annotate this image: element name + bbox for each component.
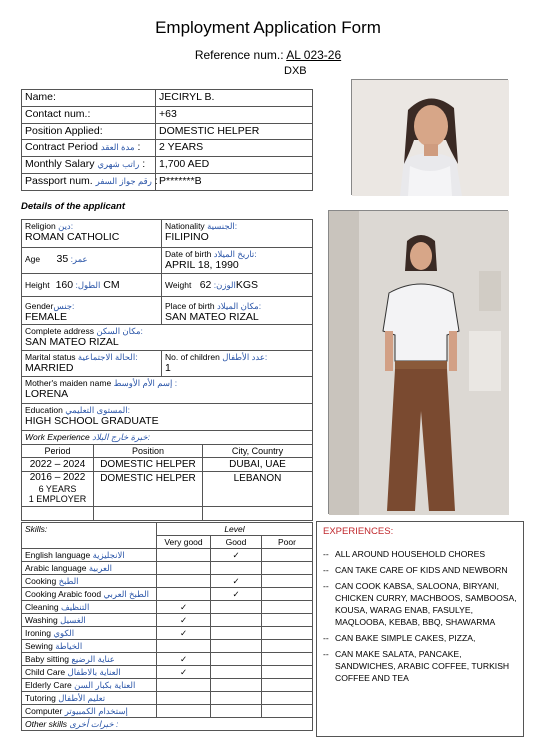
info-label: Name:	[22, 90, 156, 107]
skill-poor-cell	[262, 614, 313, 627]
children-value: 1	[165, 362, 171, 374]
skill-row	[22, 549, 313, 562]
skill-good-cell	[211, 549, 262, 562]
skill-good-cell	[211, 627, 262, 640]
skill-label: Cooking Arabic food الطبخ العربي	[22, 588, 157, 601]
check-mark-icon: ✓	[179, 628, 188, 638]
check-mark-icon: ✓	[179, 667, 188, 677]
religion-cell: Religion دين: ROMAN CATHOLIC	[22, 220, 162, 248]
skill-label: Cleaning التنظيف	[22, 601, 157, 614]
skills-level-header: Level	[157, 523, 313, 536]
info-label: Monthly Salary راتب شهري :	[22, 157, 156, 174]
experience-item: -- CAN MAKE SALATA, PANCAKE, SANDWICHES, ARABIC COFFEE, TURKISH COFFEE AND TEA	[323, 649, 510, 683]
skill-poor-cell	[262, 601, 313, 614]
check-mark-icon: ✓	[232, 576, 240, 586]
age-value: 35	[56, 253, 69, 265]
portrait-image	[352, 80, 509, 196]
skill-good-cell	[211, 653, 262, 666]
page-title: Employment Application Form	[155, 18, 381, 37]
skill-label: Cooking الطبخ	[22, 575, 157, 588]
skill-row	[22, 640, 313, 653]
skill-poor-cell	[262, 562, 313, 575]
religion-value: ROMAN CATHOLIC	[25, 231, 120, 243]
skills-title: Skills:	[22, 523, 157, 549]
skill-good-cell	[211, 679, 262, 692]
skill-label: English language الانجليزية	[22, 549, 157, 562]
gender-value: FEMALE	[25, 311, 68, 323]
skills-table	[21, 522, 313, 731]
skill-very-good-cell	[157, 601, 211, 614]
info-label: Contract Period مدة العقد :	[22, 140, 156, 157]
skill-label: Computer إستخدام الكمبيوتر	[22, 705, 157, 718]
work-row-1-position: DOMESTIC HELPER	[94, 458, 203, 472]
applicant-portrait-photo	[351, 79, 508, 195]
skill-good-cell	[211, 640, 262, 653]
info-label: Passport num. رقم جواز السفر :	[22, 173, 156, 190]
skill-good-cell	[211, 588, 262, 601]
skill-poor-cell	[262, 575, 313, 588]
skill-poor-cell	[262, 549, 313, 562]
skill-label: Ironing الكوي	[22, 627, 157, 640]
info-row	[22, 140, 313, 157]
weight-cell: Weight الوزن: 62KGS	[162, 274, 313, 297]
skill-poor-cell	[262, 653, 313, 666]
skill-good-cell	[211, 614, 262, 627]
experience-item: -- CAN COOK KABSA, SALOONA, BIRYANI, CHICKEN CURRY, MACHBOOS, SAMBOOSA, KOUSA, WARAG ENAB, FASULYE, MAQLOOBA, KEBAB, BBQ, SHAWARMA	[323, 581, 517, 627]
work-title-cell: Work Experience خبرة خارج البلاد:	[22, 431, 313, 445]
reference-number: AL 023-26	[286, 48, 342, 62]
nationality-cell: Nationality الجنسية: FILIPINO	[162, 220, 313, 248]
skill-poor-cell	[262, 705, 313, 718]
skill-row	[22, 614, 313, 627]
info-row	[22, 173, 313, 190]
skill-very-good-cell	[157, 692, 211, 705]
skill-very-good-cell	[157, 640, 211, 653]
work-row-2-position: DOMESTIC HELPER	[94, 472, 203, 507]
details-table	[21, 219, 313, 431]
check-mark-icon: ✓	[179, 615, 188, 625]
skill-label: Washing الغسيل	[22, 614, 157, 627]
dob-value: APRIL 18, 1990	[165, 259, 239, 271]
info-value: 2 YEARS	[156, 140, 313, 157]
skill-label: Baby sitting عناية الرضيع	[22, 653, 157, 666]
marital-cell: Marital status الحالة الاجتماعية: MARRIED	[22, 351, 162, 377]
work-row-2-city: LEBANON	[203, 472, 313, 507]
info-row	[22, 157, 313, 174]
skill-very-good-cell	[157, 575, 211, 588]
skill-very-good-cell	[157, 614, 211, 627]
skill-label: Arabic language العربية	[22, 562, 157, 575]
info-row	[22, 123, 313, 140]
skill-very-good-cell	[157, 627, 211, 640]
height-value: 160 CM	[55, 279, 120, 291]
skill-good-cell	[211, 705, 262, 718]
reference-line	[0, 48, 536, 62]
skill-very-good-cell	[157, 666, 211, 679]
skill-row	[22, 627, 313, 640]
info-label: Position Applied:	[22, 123, 156, 140]
skill-very-good-cell	[157, 588, 211, 601]
info-row	[22, 106, 313, 123]
info-table	[21, 89, 313, 191]
education-value: HIGH SCHOOL GRADUATE	[25, 415, 159, 427]
skill-poor-cell	[262, 640, 313, 653]
check-mark-icon: ✓	[179, 654, 188, 664]
skill-row	[22, 562, 313, 575]
skill-row	[22, 575, 313, 588]
skill-poor-cell	[262, 692, 313, 705]
dob-cell: Date of birth تاريخ الميلاد: APRIL 18, 1990	[162, 248, 313, 274]
skill-label: Sewing الخياطة	[22, 640, 157, 653]
skill-row	[22, 692, 313, 705]
info-value: JECIRYL B.	[156, 90, 313, 107]
experience-item: -- ALL AROUND HOUSEHOLD CHORES	[323, 549, 486, 559]
skill-row	[22, 601, 313, 614]
work-col-city: City, Country	[203, 445, 313, 458]
skill-poor-cell	[262, 588, 313, 601]
skill-poor-cell	[262, 666, 313, 679]
work-col-position: Position	[94, 445, 203, 458]
fullbody-image	[329, 211, 509, 515]
check-mark-icon: ✓	[179, 602, 188, 612]
other-skills-cell: Other skills خبرات أخرى :	[22, 718, 313, 731]
address-value: SAN MATEO RIZAL	[25, 336, 119, 348]
experience-item: -- CAN TAKE CARE OF KIDS AND NEWBORN	[323, 565, 508, 575]
check-mark-icon: ✓	[232, 550, 240, 560]
work-experience-table	[21, 430, 313, 521]
skill-label: Elderly Care العناية بكبار السن	[22, 679, 157, 692]
reference-label: Reference num.:	[194, 48, 284, 62]
check-mark-icon: ✓	[232, 589, 240, 599]
pob-cell: Place of birth مكان الميلاد: SAN MATEO RIZAL	[162, 297, 313, 325]
skill-good-cell	[211, 692, 262, 705]
skill-good-cell	[211, 562, 262, 575]
work-col-period: Period	[22, 445, 94, 458]
skill-very-good-cell	[157, 562, 211, 575]
skill-row	[22, 653, 313, 666]
skill-row	[22, 679, 313, 692]
info-label: Contact num.:	[22, 106, 156, 123]
weight-value: 62KGS	[199, 279, 258, 291]
work-row-2-period: 2016 – 2022 6 YEARS 1 EMPLOYER	[22, 472, 94, 507]
info-row	[22, 90, 313, 107]
info-value: 1,700 AED	[156, 157, 313, 174]
skill-good-cell	[211, 575, 262, 588]
skill-very-good-cell	[157, 549, 211, 562]
reference-sub: DXB	[284, 65, 307, 77]
skill-poor-cell	[262, 679, 313, 692]
gender-cell: Genderجنس: FEMALE	[22, 297, 162, 325]
skill-very-good-cell	[157, 653, 211, 666]
address-cell: Complete address مكان السكن: SAN MATEO RIZAL	[22, 325, 313, 351]
experiences-box	[316, 521, 524, 737]
mother-value: LORENA	[25, 388, 69, 400]
details-section-title: Details of the applicant	[21, 201, 125, 212]
skill-very-good-cell	[157, 705, 211, 718]
marital-value: MARRIED	[25, 362, 74, 374]
nationality-value: FILIPINO	[165, 231, 209, 243]
height-cell: Height الطول: 160 CM	[22, 274, 162, 297]
education-cell: Education المستوى التعليمي: HIGH SCHOOL GRADUATE	[22, 404, 313, 431]
experiences-title: EXPERIENCES:	[323, 526, 394, 537]
skill-poor-cell	[262, 627, 313, 640]
skill-very-good-cell	[157, 679, 211, 692]
skill-row	[22, 666, 313, 679]
skill-good-cell	[211, 601, 262, 614]
info-value: +63	[156, 106, 313, 123]
children-cell: No. of children عدد الأطفال: 1	[162, 351, 313, 377]
skill-row	[22, 705, 313, 718]
applicant-fullbody-photo	[328, 210, 508, 514]
age-cell: Age عمر: 35	[22, 248, 162, 274]
skill-label: Child Care العناية بالاطفال	[22, 666, 157, 679]
info-value: P*******B	[156, 173, 313, 190]
other-skills-row	[22, 718, 313, 731]
work-row-1-period: 2022 – 2024	[22, 458, 94, 472]
experience-item: -- CAN BAKE SIMPLE CAKES, PIZZA,	[323, 633, 476, 643]
pob-value: SAN MATEO RIZAL	[165, 311, 259, 323]
skills-col-very-good: Very good	[157, 536, 211, 549]
work-row-1-city: DUBAI, UAE	[203, 458, 313, 472]
skill-row	[22, 588, 313, 601]
skill-label: Tutoring تعليم الأطفال	[22, 692, 157, 705]
mother-cell: Mother's maiden name إسم الأم الأوسط : LORENA	[22, 377, 313, 404]
skills-col-good: Good	[211, 536, 262, 549]
info-value: DOMESTIC HELPER	[156, 123, 313, 140]
skill-good-cell	[211, 666, 262, 679]
skills-col-poor: Poor	[262, 536, 313, 549]
